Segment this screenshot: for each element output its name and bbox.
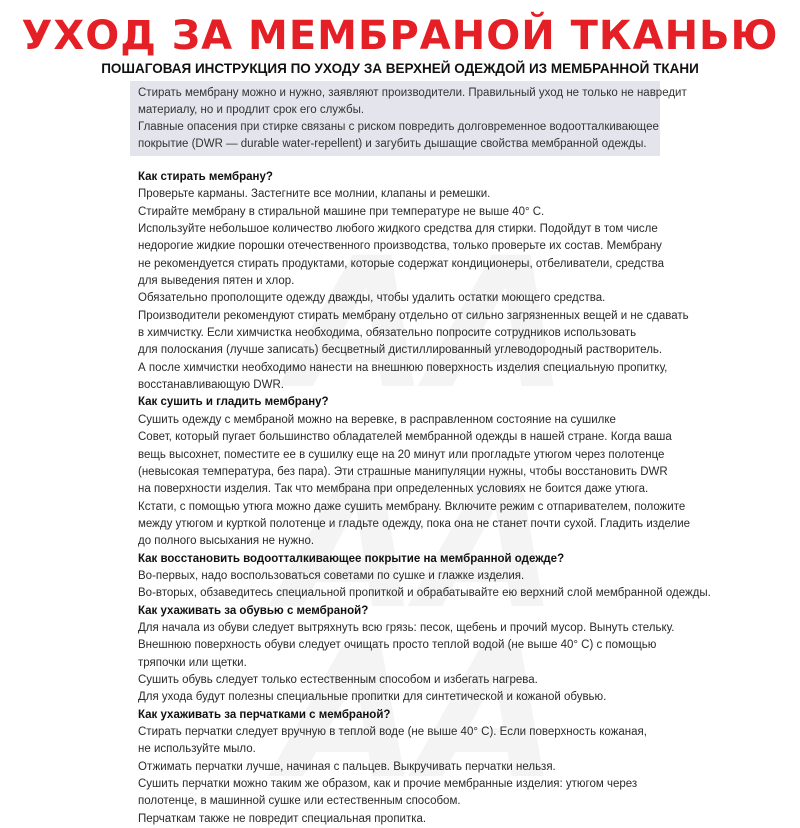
body-line: А после химчистки необходимо нанести на внешнюю поверхность изделия специальную пропитку, — [138, 361, 668, 374]
body-line: Перчаткам также не повредит специальная пропитка. — [138, 812, 427, 825]
body-line: Сушить одежду с мембраной можно на веревке, в расправленном состояние на сушилке — [138, 413, 616, 426]
body-line: Совет, который пугает большинство обладателей мембранной одежды в нашей стране. Когда ваша — [138, 431, 672, 444]
body-line: Во-вторых, обзаведитесь специальной пропиткой и обрабатывайте ею верхний слой мембранной одежды. — [138, 587, 711, 600]
body-line: до полного высыхания не нужно. — [138, 535, 315, 548]
body-line: Производители рекомендуют стирать мембрану отдельно от сильно загрязненных вещей и не сдавать — [138, 309, 689, 322]
body-line: не рекомендуется стирать продуктами, которые содержат кондиционеры, отбеливатели, средства — [138, 257, 665, 270]
body-line: Внешнюю поверхность обуви следует очищать просто теплой водой (не выше 40° С) с помощью — [138, 639, 657, 652]
body-line: (невысокая температура, без пара). Эти страшные манипуляции нужны, чтобы восстановить DWR — [138, 465, 668, 478]
body-line: между утюгом и курткой полотенце и гладьте одежду, пока она не станет почти сухой. Гладить изделие — [138, 517, 691, 530]
body-line: Кстати, с помощью утюга можно даже сушить мембрану. Включите режим с отпаривателем, положите — [138, 500, 686, 513]
body-line: для полоскания (лучше записать) бесцветный дистиллированный углеводородный растворитель. — [138, 344, 663, 357]
body-line: Для ухода будут полезны специальные пропитки для синтетической и кожаной обувью. — [138, 691, 607, 704]
body-line: на поверхности изделия. Так что мембрана при определенных условиях не боится даже утюга. — [138, 483, 649, 496]
instructions-content — [138, 169, 711, 828]
body-line: Обязательно прополощите одежду дважды, чтобы удалить остатки моющего средства. — [138, 292, 606, 305]
body-line: полотенце, в машинной сушке или естественным способом. — [138, 795, 461, 808]
body-line: восстанавливающую DWR. — [138, 379, 284, 392]
intro-line: материалу, но и продлит срок его службы. — [138, 104, 365, 116]
intro-line: Главные опасения при стирке связаны с риском повредить долговременное водоотталкивающее — [138, 121, 659, 133]
body-line: Используйте небольшое количество любого жидкого средства для стирки. Подойдут в том числе — [138, 223, 658, 236]
body-line: Проверьте карманы. Застегните все молнии, клапаны и ремешки. — [138, 188, 491, 201]
section-heading-restore-coating: Как восстановить водоотталкивающее покрытие на мембранной одежде? — [138, 552, 565, 565]
section-heading-footwear: Как ухаживать за обувью с мембраной? — [138, 604, 369, 617]
section-heading-gloves: Как ухаживать за перчатками с мембраной? — [138, 708, 391, 721]
body-line: Стирать перчатки следует вручную в теплой воде (не выше 40° С). Если поверхность кожаная, — [138, 726, 647, 738]
body-line: недорогие жидкие порошки отечественного производства, только проверьте их состав. Мембрану — [138, 240, 662, 253]
body-line: Во-первых, надо воспользоваться советами по сушке и глажке изделия. — [138, 569, 525, 582]
body-line: Для начала из обуви следует вытряхнуть всю грязь: песок, щебень и прочий мусор. Вынуть стельку. — [138, 621, 675, 634]
body-line: Стирайте мембрану в стиральной машине при температуре не выше 40° С. — [138, 205, 545, 218]
body-line: для выведения пятен и хлор. — [138, 275, 295, 288]
intro-line: покрытие (DWR — durable water-repellent) и загубить дышащие свойства мембранной одежды. — [138, 138, 647, 150]
section-heading-drying: Как сушить и гладить мембрану? — [138, 396, 329, 409]
body-line: вещь высохнет, поместите ее в сушилку еще на 20 минут или прогладьте утюгом через полотенце — [138, 448, 665, 461]
body-line: тряпочки или щетки. — [138, 656, 247, 669]
body-line: не используйте мыло. — [138, 743, 256, 756]
body-line: Отжимать перчатки лучше, начиная с пальцев. Выкручивать перчатки нельзя. — [138, 760, 556, 773]
intro-box — [130, 81, 687, 156]
body-line: Сушить перчатки можно таким же образом, как и прочие мембранные изделия: утюгом через — [138, 778, 638, 791]
section-heading-washing: Как стирать мембрану? — [138, 171, 273, 183]
body-line: Сушить обувь следует только естественным способом и избегать нагрева. — [138, 673, 538, 686]
body-line: в химчистку. Если химчистка необходима, обязательно попросите сотрудников использовать — [138, 327, 637, 340]
page-title: УХОД ЗА МЕМБРАНОЙ ТКАНЬЮ — [21, 13, 779, 59]
page-subtitle: ПОШАГОВАЯ ИНСТРУКЦИЯ ПО УХОДУ ЗА ВЕРХНЕЙ ОДЕЖДОЙ ИЗ МЕМБРАННОЙ ТКАНИ — [101, 61, 699, 76]
intro-line: Стирать мембрану можно и нужно, заявляют производители. Правильный уход не только не навредит — [138, 87, 687, 99]
